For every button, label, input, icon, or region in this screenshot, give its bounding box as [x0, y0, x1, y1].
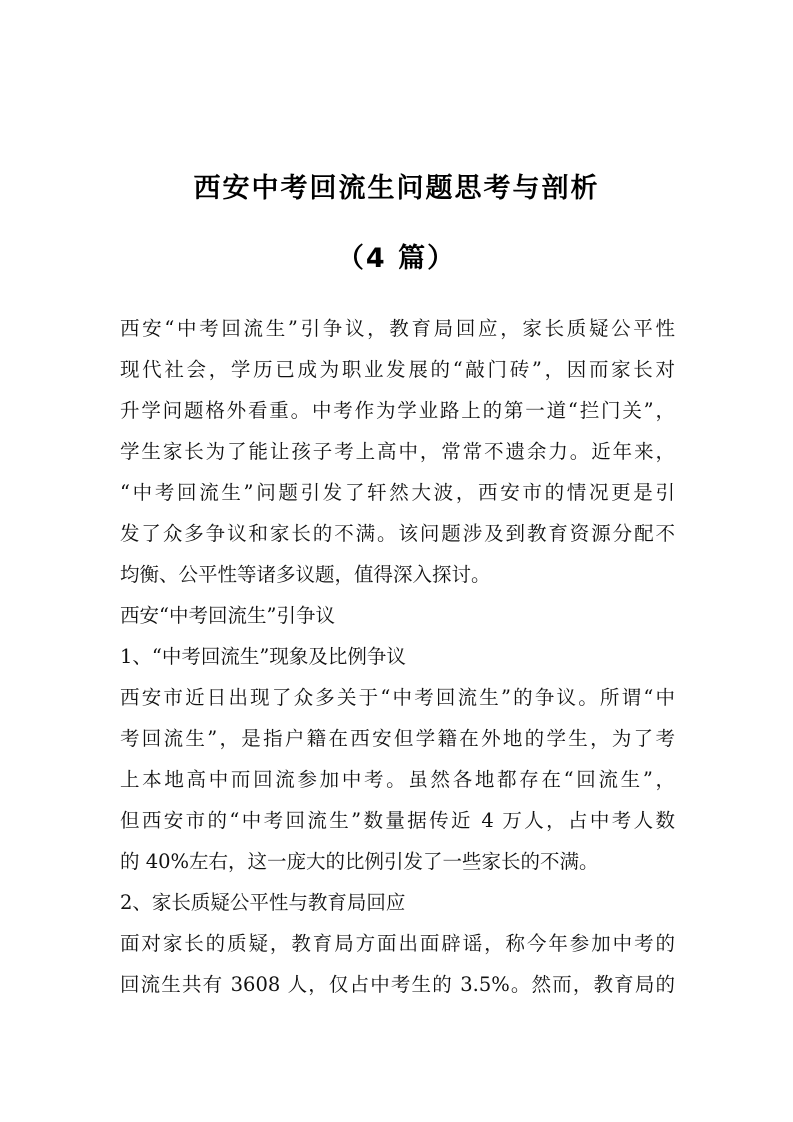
text-line: 1、“中考回流生”现象及比例争议	[120, 645, 406, 668]
text-line: 西安“中考回流生”引争议	[120, 604, 335, 627]
text-line: 均衡、公平性等诸多议题，值得深入探讨。	[120, 563, 491, 586]
text-line: 学生家长为了能让孩子考上高中，常常不遗余力。近年来，	[120, 440, 675, 463]
text-line: 西安“中考回流生”引争议，教育局回应，家长质疑公平性	[120, 317, 675, 340]
text-line: 的 40%左右，这一庞大的比例引发了一些家长的不满。	[120, 850, 599, 873]
text-line: 现代社会，学历已成为职业发展的“敲门砖”，因而家长对	[120, 358, 675, 381]
document-body	[120, 308, 675, 1005]
text-line: 面对家长的质疑，教育局方面出面辟谣，称今年参加中考的	[120, 932, 675, 955]
document-title: 西安中考回流生问题思考与剖析	[193, 173, 600, 204]
text-line: 发了众多争议和家长的不满。该问题涉及到教育资源分配不	[120, 522, 675, 545]
text-line: 但西安市的“中考回流生”数量据传近 4 万人，占中考人数	[120, 809, 675, 832]
text-line: “中考回流生”问题引发了轩然大波，西安市的情况更是引	[120, 481, 675, 504]
text-line: 上本地高中而回流参加中考。虽然各地都存在“回流生”，	[120, 768, 675, 791]
text-line: 回流生共有 3608 人，仅占中考生的 3.5%。然而，教育局的	[120, 973, 675, 996]
text-line: 升学问题格外看重。中考作为学业路上的第一道“拦门关”，	[120, 399, 675, 422]
text-line: 2、家长质疑公平性与教育局回应	[120, 891, 406, 914]
text-line: 西安市近日出现了众多关于“中考回流生”的争议。所谓“中	[120, 686, 675, 709]
document-subtitle: （4 篇）	[336, 243, 457, 274]
text-line: 考回流生”，是指户籍在西安但学籍在外地的学生，为了考	[120, 727, 675, 750]
